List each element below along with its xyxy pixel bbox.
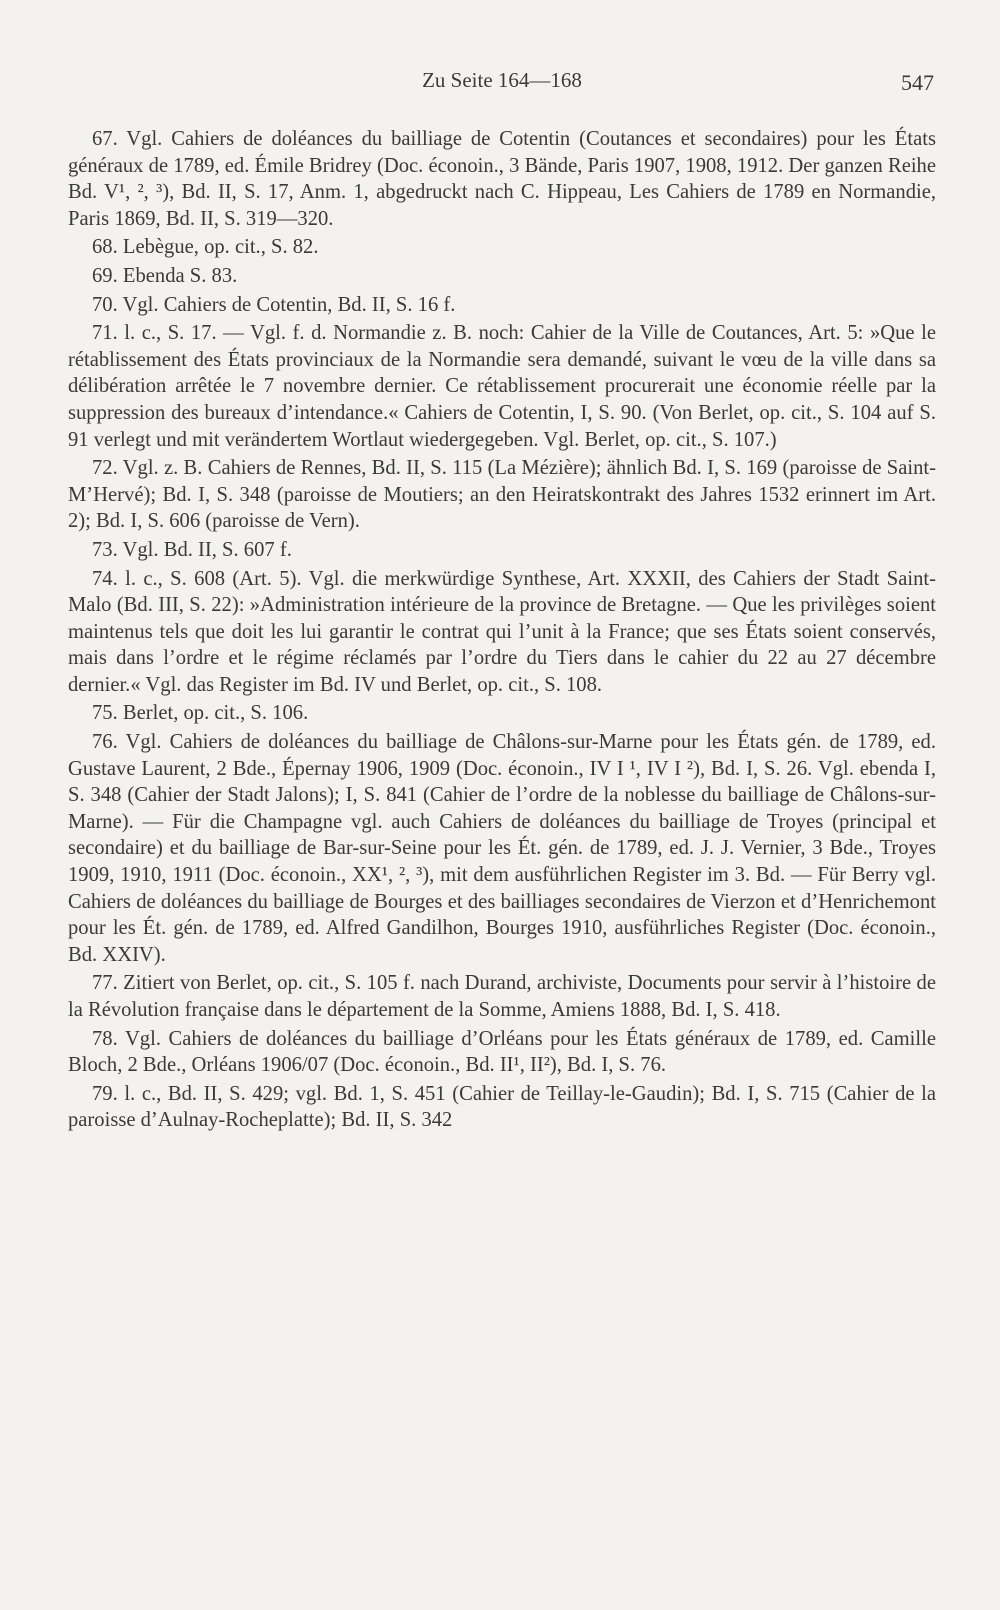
endnotes [68, 126, 936, 1136]
note-69: 69. Ebenda S. 83. [92, 264, 238, 287]
running-head: Zu Seite 164—168 [422, 68, 582, 92]
page-header [68, 64, 936, 98]
note-77: 77. Zitiert von Berlet, op. cit., S. 105 f. nach Durand, archiviste, Documents pour servir à l’histoire de la Révolution française dans le département de la Somme, Amiens 1888, Bd. I, S. 418. [68, 972, 936, 1021]
note-73: 73. Vgl. Bd. II, S. 607 f. [92, 538, 292, 561]
note-70: 70. Vgl. Cahiers de Cotentin, Bd. II, S. 16 f. [92, 293, 456, 316]
note-76: 76. Vgl. Cahiers de doléances du bailliage de Châlons-sur-Marne pour les États gén. de 1789, ed. Gustave Laurent, 2 Bde., Épernay 1906, 1909 (Doc. éconoin., IV I ¹, IV I ²), Bd. I, S. 26. Vgl. ebenda I, S. 348 (Cahier der Stadt Jalons); I, S. 841 (Cahier de l’ordre de la noblesse du bailliage de Châlons-sur-Marne). — Für die Champagne vgl. auch Cahiers de doléances du bailliage de Troyes (principal et secondaire) et du bailliage de Bar-sur-Seine pour les Ét. gén. de 1789, ed. J. J. Vernier, 3 Bde., Troyes 1909, 1910, 1911 (Doc. éconoin., XX¹, ², ³), mit dem ausführlichen Register im 3. Bd. — Für Berry vgl. Cahiers de doléances du bailliage de Bourges et des bailliages secondaires de Vierzon et d’Henrichemont pour les Ét. gén. de 1789, ed. Alfred Gandilhon, Bourges 1910, ausführliches Register (Doc. éconoin., Bd. XXIV). [68, 731, 936, 966]
note-67: 67. Vgl. Cahiers de doléances du bailliage de Cotentin (Coutances et secondaires) pour les États généraux de 1789, ed. Émile Bridrey (Doc. éconoin., 3 Bände, Paris 1907, 1908, 1912. Der ganzen Reihe Bd. V¹, ², ³), Bd. II, S. 17, Anm. 1, abgedruckt nach C. Hippeau, Les Cahiers de 1789 en Normandie, Paris 1869, Bd. II, S. 319—320. [68, 128, 936, 230]
note-68: 68. Lebègue, op. cit., S. 82. [92, 236, 319, 259]
note-71: 71. l. c., S. 17. — Vgl. f. d. Normandie z. B. noch: Cahier de la Ville de Coutances, Art. 5: »Que le rétablissement des États provinciaux de la Normandie sera demandé, suivant le vœu de la ville dans sa délibération arrêtée le 7 novembre dernier. Ce rétablissement procurerait une économie réelle par la suppression des bureaux d’intendance.« Cahiers de Cotentin, I, S. 90. (Von Berlet, op. cit., S. 104 auf S. 91 verlegt und mit verändertem Wortlaut wiedergegeben. Vgl. Berlet, op. cit., S. 107.) [68, 322, 936, 451]
note-78: 78. Vgl. Cahiers de doléances du bailliage d’Orléans pour les États généraux de 1789, ed. Camille Bloch, 2 Bde., Orléans 1906/07 (Doc. éconoin., Bd. II¹, II²), Bd. I, S. 76. [68, 1027, 936, 1077]
note-74: 74. l. c., S. 608 (Art. 5). Vgl. die merkwürdige Synthese, Art. XXXII, des Cahiers der Stadt Saint-Malo (Bd. III, S. 22): »Administration intérieure de la province de Bretagne. — Que les privilèges soient maintenus tels que doit les lui garantir le contrat qui l’unit à la France; que ses États soient conservés, mais dans l’ordre et le régime réclamés par l’ordre du Tiers dans le cahier du 22 au 27 décembre dernier.« Vgl. das Register im Bd. IV und Berlet, op. cit., S. 108. [68, 567, 936, 696]
note-72: 72. Vgl. z. B. Cahiers de Rennes, Bd. II, S. 115 (La Mézière); ähnlich Bd. I, S. 169 (paroisse de Saint-M’Hervé); Bd. I, S. 348 (paroisse de Moutiers; an den Heiratskontrakt des Jahres 1532 erinnert im Art. 2); Bd. I, S. 606 (paroisse de Vern). [68, 457, 936, 533]
note-79: 79. l. c., Bd. II, S. 429; vgl. Bd. 1, S. 451 (Cahier de Teillay-le-Gaudin); Bd. I, S. 715 (Cahier de la paroisse d’Aulnay-Rocheplatte); Bd. II, S. 342 [68, 1082, 936, 1132]
note-75: 75. Berlet, op. cit., S. 106. [92, 702, 309, 725]
page-number: 547 [901, 70, 934, 95]
